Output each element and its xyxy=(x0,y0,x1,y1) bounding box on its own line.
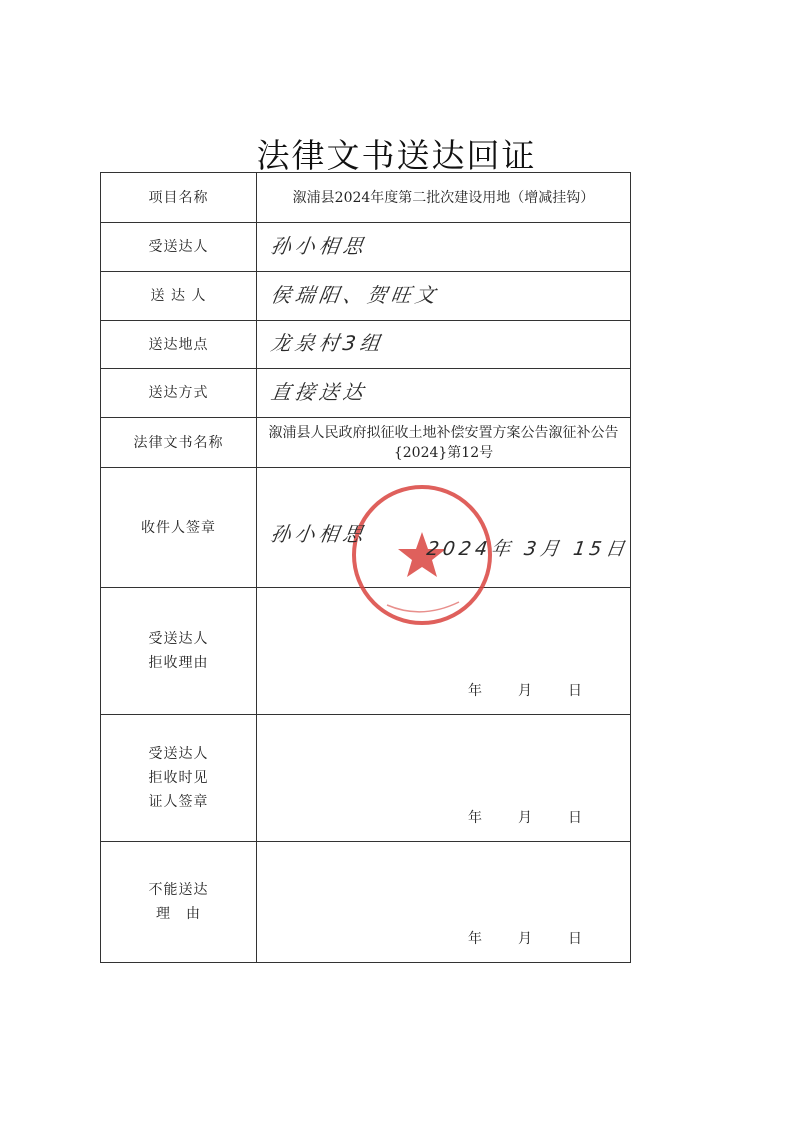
refusal-month: 月 xyxy=(518,683,532,699)
witness-cell xyxy=(257,715,631,842)
witness-label-line2: 拒收时见 xyxy=(148,770,209,786)
recipient-handwriting: 孙小相思 xyxy=(269,233,369,258)
signer-handwriting: 孙小相思 xyxy=(269,522,369,546)
witness-date-line xyxy=(468,807,582,827)
method-value-cell xyxy=(257,369,631,418)
undeliverable-label-line1: 不能送达 xyxy=(148,882,209,898)
document-name-label: 法律文书名称 xyxy=(101,418,257,468)
refusal-label-line1: 受送达人 xyxy=(148,631,209,647)
witness-day: 日 xyxy=(568,810,582,826)
witness-label-line1: 受送达人 xyxy=(148,746,209,762)
undeliverable-label xyxy=(101,842,257,963)
location-value-cell xyxy=(257,321,631,369)
row-location xyxy=(101,321,631,369)
project-name-label: 项目名称 xyxy=(101,173,257,223)
signature-date-handwriting: 2024年 3月 15日 xyxy=(425,538,631,560)
refusal-label-line2: 拒收理由 xyxy=(148,655,209,671)
row-recipient xyxy=(101,223,631,272)
row-undeliverable xyxy=(101,842,631,963)
service-receipt-table xyxy=(100,172,631,963)
server-handwriting: 侯瑞阳、贺旺文 xyxy=(269,282,441,307)
refusal-day: 日 xyxy=(568,683,582,699)
document-title: 法律文书送达回证 xyxy=(256,136,537,175)
recipient-label: 受送达人 xyxy=(101,223,257,272)
signature-area xyxy=(267,488,637,598)
witness-year: 年 xyxy=(468,810,482,826)
row-refusal-reason xyxy=(101,588,631,715)
document-name-line2: {2024}第12号 xyxy=(393,444,494,461)
refusal-date-line xyxy=(468,680,582,700)
witness-month: 月 xyxy=(518,810,532,826)
undeliverable-date-line xyxy=(468,928,582,948)
undeliverable-day: 日 xyxy=(568,931,582,947)
server-label: 送 达 人 xyxy=(101,272,257,321)
signature-cell xyxy=(257,468,631,588)
witness-label-line3: 证人签章 xyxy=(148,794,209,810)
server-value-cell xyxy=(257,272,631,321)
row-witness xyxy=(101,715,631,842)
project-name-value: 溆浦县2024年度第二批次建设用地（增减挂钩） xyxy=(257,173,631,223)
location-handwriting: 龙泉村3组 xyxy=(269,331,386,355)
row-project-name xyxy=(101,173,631,223)
row-server xyxy=(101,272,631,321)
undeliverable-month: 月 xyxy=(518,931,532,947)
method-handwriting: 直接送达 xyxy=(269,379,369,404)
method-label: 送达方式 xyxy=(101,369,257,418)
document-name-value xyxy=(257,418,631,468)
row-method xyxy=(101,369,631,418)
refusal-reason-label xyxy=(101,588,257,715)
row-signature xyxy=(101,468,631,588)
witness-label xyxy=(101,715,257,842)
signature-label: 收件人签章 xyxy=(101,468,257,588)
undeliverable-label-line2: 理 由 xyxy=(156,906,201,922)
document-name-line1: 溆浦县人民政府拟征收土地补偿安置方案公告溆征补公告 xyxy=(268,424,619,441)
refusal-reason-cell xyxy=(257,588,631,715)
undeliverable-cell xyxy=(257,842,631,963)
row-document-name xyxy=(101,418,631,468)
undeliverable-year: 年 xyxy=(468,931,482,947)
location-label: 送达地点 xyxy=(101,321,257,369)
recipient-value-cell xyxy=(257,223,631,272)
refusal-year: 年 xyxy=(468,683,482,699)
